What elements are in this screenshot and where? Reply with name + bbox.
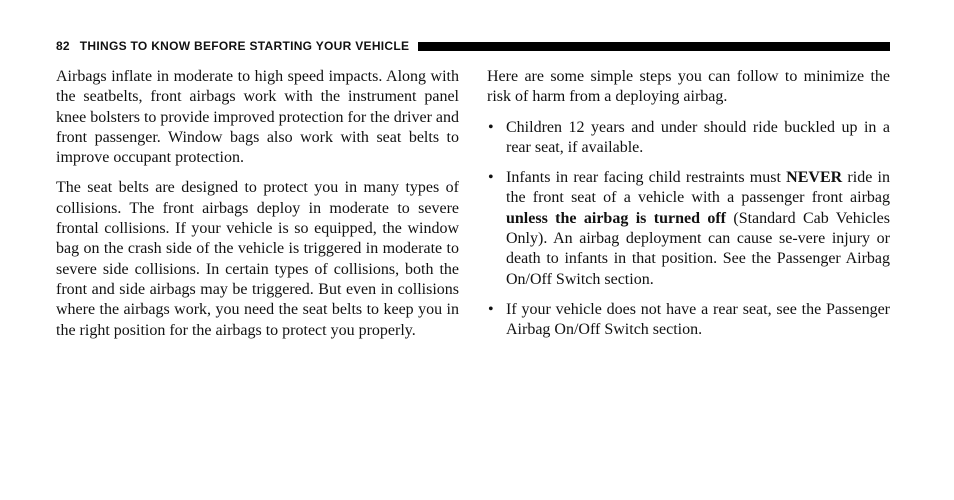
paragraph-airbags-inflate: Airbags inflate in moderate to high speed impacts. Along with the seatbelts, front airbags work with the instrument panel knee bolsters to provide improved protection for the driver and front passenger. Window bags also work with seat belts to improve occupant protection. [56, 68, 459, 167]
bullet-text-part: Infants in rear facing child restraints must [506, 169, 787, 187]
paragraph-seat-belts: The seat belts are designed to protect you in many types of collisions. The front airbags deploy in moderate to severe frontal collisions. If your vehicle is so equipped, the window bag on the crash side of the vehicle is triggered in moderate to severe side collisions. In certain types of collisions, both the front and side airbags may be triggered. But even in collisions where the airbags work, you need the seat belts to keep you in the right position for the airbags to protect you properly. [56, 179, 459, 339]
paragraph-intro: Here are some simple steps you can follow to minimize the risk of harm from a deploying airbag. [487, 68, 890, 106]
header-rule [418, 42, 890, 51]
right-column [487, 67, 890, 351]
emphasis-never: NEVER [786, 169, 843, 187]
page-header [56, 37, 890, 55]
section-title: THINGS TO KNOW BEFORE STARTING YOUR VEHICLE [79, 39, 410, 53]
emphasis-unless-turned-off: unless the airbag is turned off [506, 209, 726, 227]
list-item [487, 300, 890, 341]
bullet-text-part: (Standard Cab Vehicles Only). An airbag deployment can cause se-vere injury or death to infants in that position. See the Passenger Airbag On/Off Switch section. [506, 209, 891, 288]
bullet-icon: • [488, 118, 494, 136]
list-item [487, 168, 890, 290]
page-number: 82 [56, 39, 70, 53]
bullet-text: Children 12 years and under should ride buckled up in a rear seat, if available. [506, 118, 890, 156]
bullet-icon: • [488, 169, 494, 187]
bullet-icon: • [488, 300, 494, 318]
safety-steps-list [487, 118, 890, 341]
bullet-text-part: ride in the front seat of a vehicle with a passenger front airbag [506, 169, 890, 207]
bullet-text: If your vehicle does not have a rear seat, see the Passenger Airbag On/Off Switch section. [506, 300, 890, 339]
list-item [487, 118, 890, 159]
left-column [56, 67, 459, 351]
